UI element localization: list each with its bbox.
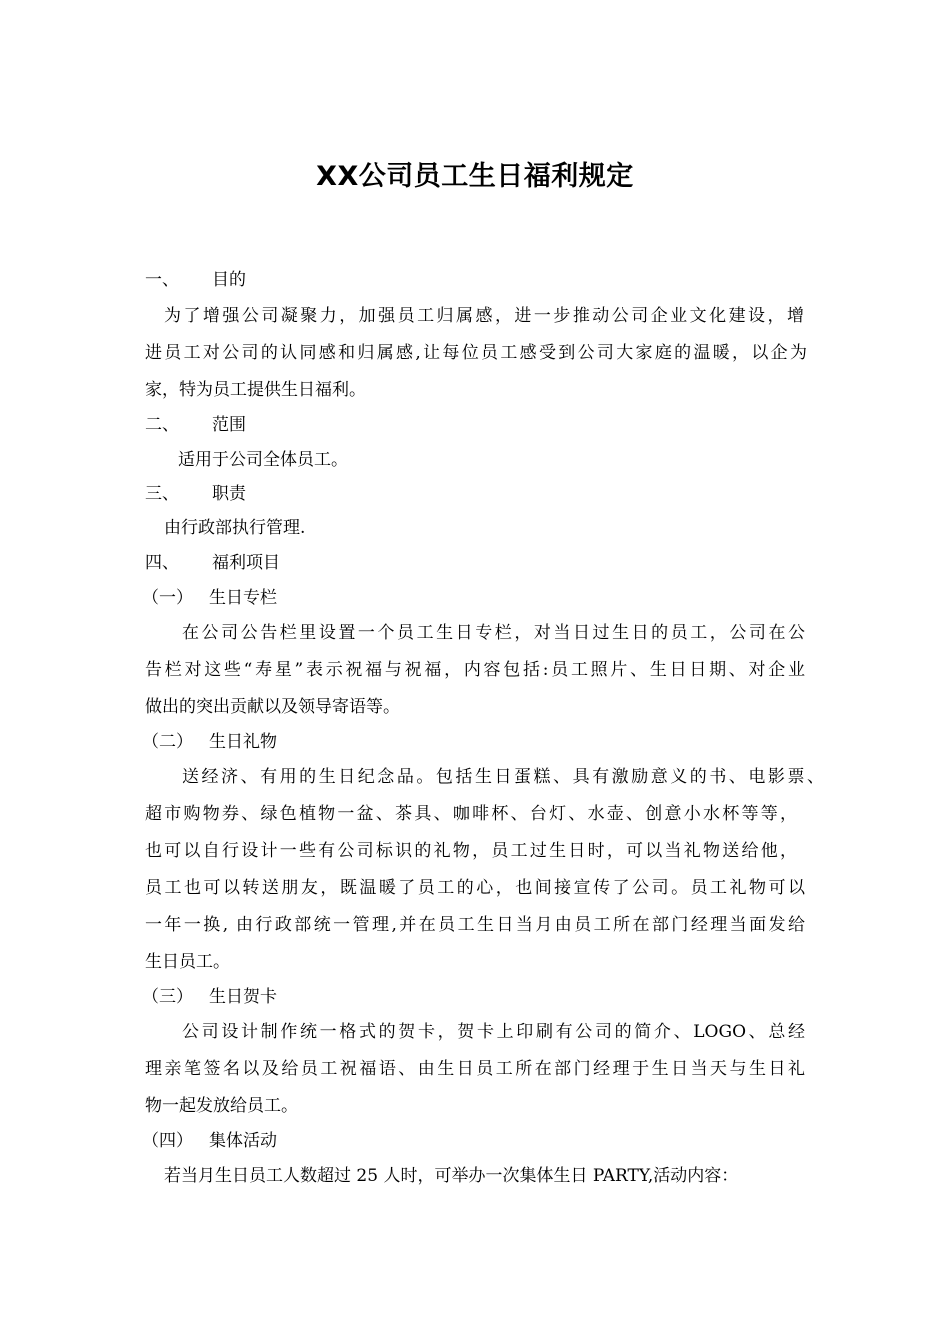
paragraph-line: 物一起发放给员工。 xyxy=(145,1096,298,1116)
paragraph-line: 生日员工。 xyxy=(145,952,230,972)
paragraph-line: 超市购物券、绿色植物一盆、茶具、咖啡杯、台灯、水壶、创意小水杯等等， xyxy=(145,804,797,824)
subsection-heading-birthday-column xyxy=(142,586,810,610)
paragraph-line: 适用于公司全体员工。 xyxy=(178,450,348,470)
section-number: 三、 xyxy=(145,484,179,504)
section-heading-purpose xyxy=(145,268,810,292)
section-heading-responsibility xyxy=(145,482,810,506)
paragraph-line: 也可以自行设计一些有公司标识的礼物，员工过生日时，可以当礼物送给他， xyxy=(145,841,797,861)
paragraph-line: 告栏对这些“寿星”表示祝福与祝福，内容包括:员工照片、生日日期、对企业 xyxy=(145,660,805,680)
paragraph-line: 进员工对公司的认同感和归属感,让每位员工感受到公司大家庭的温暖，以企为 xyxy=(145,343,807,363)
section-heading-benefits xyxy=(145,551,810,575)
section-title: 职责 xyxy=(212,484,246,504)
subsection-number: （二） xyxy=(142,732,193,752)
paragraph-line: 在公司公告栏里设置一个员工生日专栏，对当日过生日的员工，公司在公 xyxy=(182,623,805,643)
paragraph-line: 一年一换, 由行政部统一管理,并在员工生日当月由员工所在部门经理当面发给 xyxy=(145,915,805,935)
section-heading-scope xyxy=(145,413,810,437)
subsection-heading-birthday-gift xyxy=(142,730,810,754)
paragraph-line: 公司设计制作统一格式的贺卡，贺卡上印刷有公司的简介、LOGO、总经 xyxy=(182,1022,805,1042)
section-number: 四、 xyxy=(145,553,179,573)
paragraph-line: 为了增强公司凝聚力，加强员工归属感，进一步推动公司企业文化建设，增 xyxy=(164,306,804,326)
section-title: 福利项目 xyxy=(212,553,280,573)
subsection-heading-birthday-card xyxy=(142,985,810,1009)
subsection-number: （四） xyxy=(142,1131,193,1151)
paragraph-line: 若当月生日员工人数超过 25 人时，可举办一次集体生日 PARTY,活动内容： xyxy=(164,1166,739,1186)
subsection-title: 生日专栏 xyxy=(209,588,277,608)
paragraph-line: 由行政部执行管理. xyxy=(164,518,306,538)
subsection-title: 生日贺卡 xyxy=(209,987,277,1007)
subsection-number: （一） xyxy=(142,588,193,608)
document-title: XX公司员工生日福利规定 xyxy=(316,161,634,192)
section-title: 范围 xyxy=(212,415,246,435)
subsection-number: （三） xyxy=(142,987,193,1007)
subsection-title: 集体活动 xyxy=(209,1131,277,1151)
paragraph-line: 员工也可以转送朋友，既温暖了员工的心，也间接宣传了公司。员工礼物可以 xyxy=(145,878,805,898)
paragraph-line: 送经济、有用的生日纪念品。包括生日蛋糕、具有激励意义的书、电影票、 xyxy=(182,767,824,787)
paragraph-line: 家，特为员工提供生日福利。 xyxy=(145,380,366,400)
subsection-title: 生日礼物 xyxy=(209,732,277,752)
paragraph-line: 理亲笔签名以及给员工祝福语、由生日员工所在部门经理于生日当天与生日礼 xyxy=(145,1059,805,1079)
section-number: 一、 xyxy=(145,270,179,290)
section-number: 二、 xyxy=(145,415,179,435)
section-title: 目的 xyxy=(212,270,246,290)
subsection-heading-group-activity xyxy=(142,1129,810,1153)
paragraph-line: 做出的突出贡献以及领导寄语等。 xyxy=(145,697,400,717)
